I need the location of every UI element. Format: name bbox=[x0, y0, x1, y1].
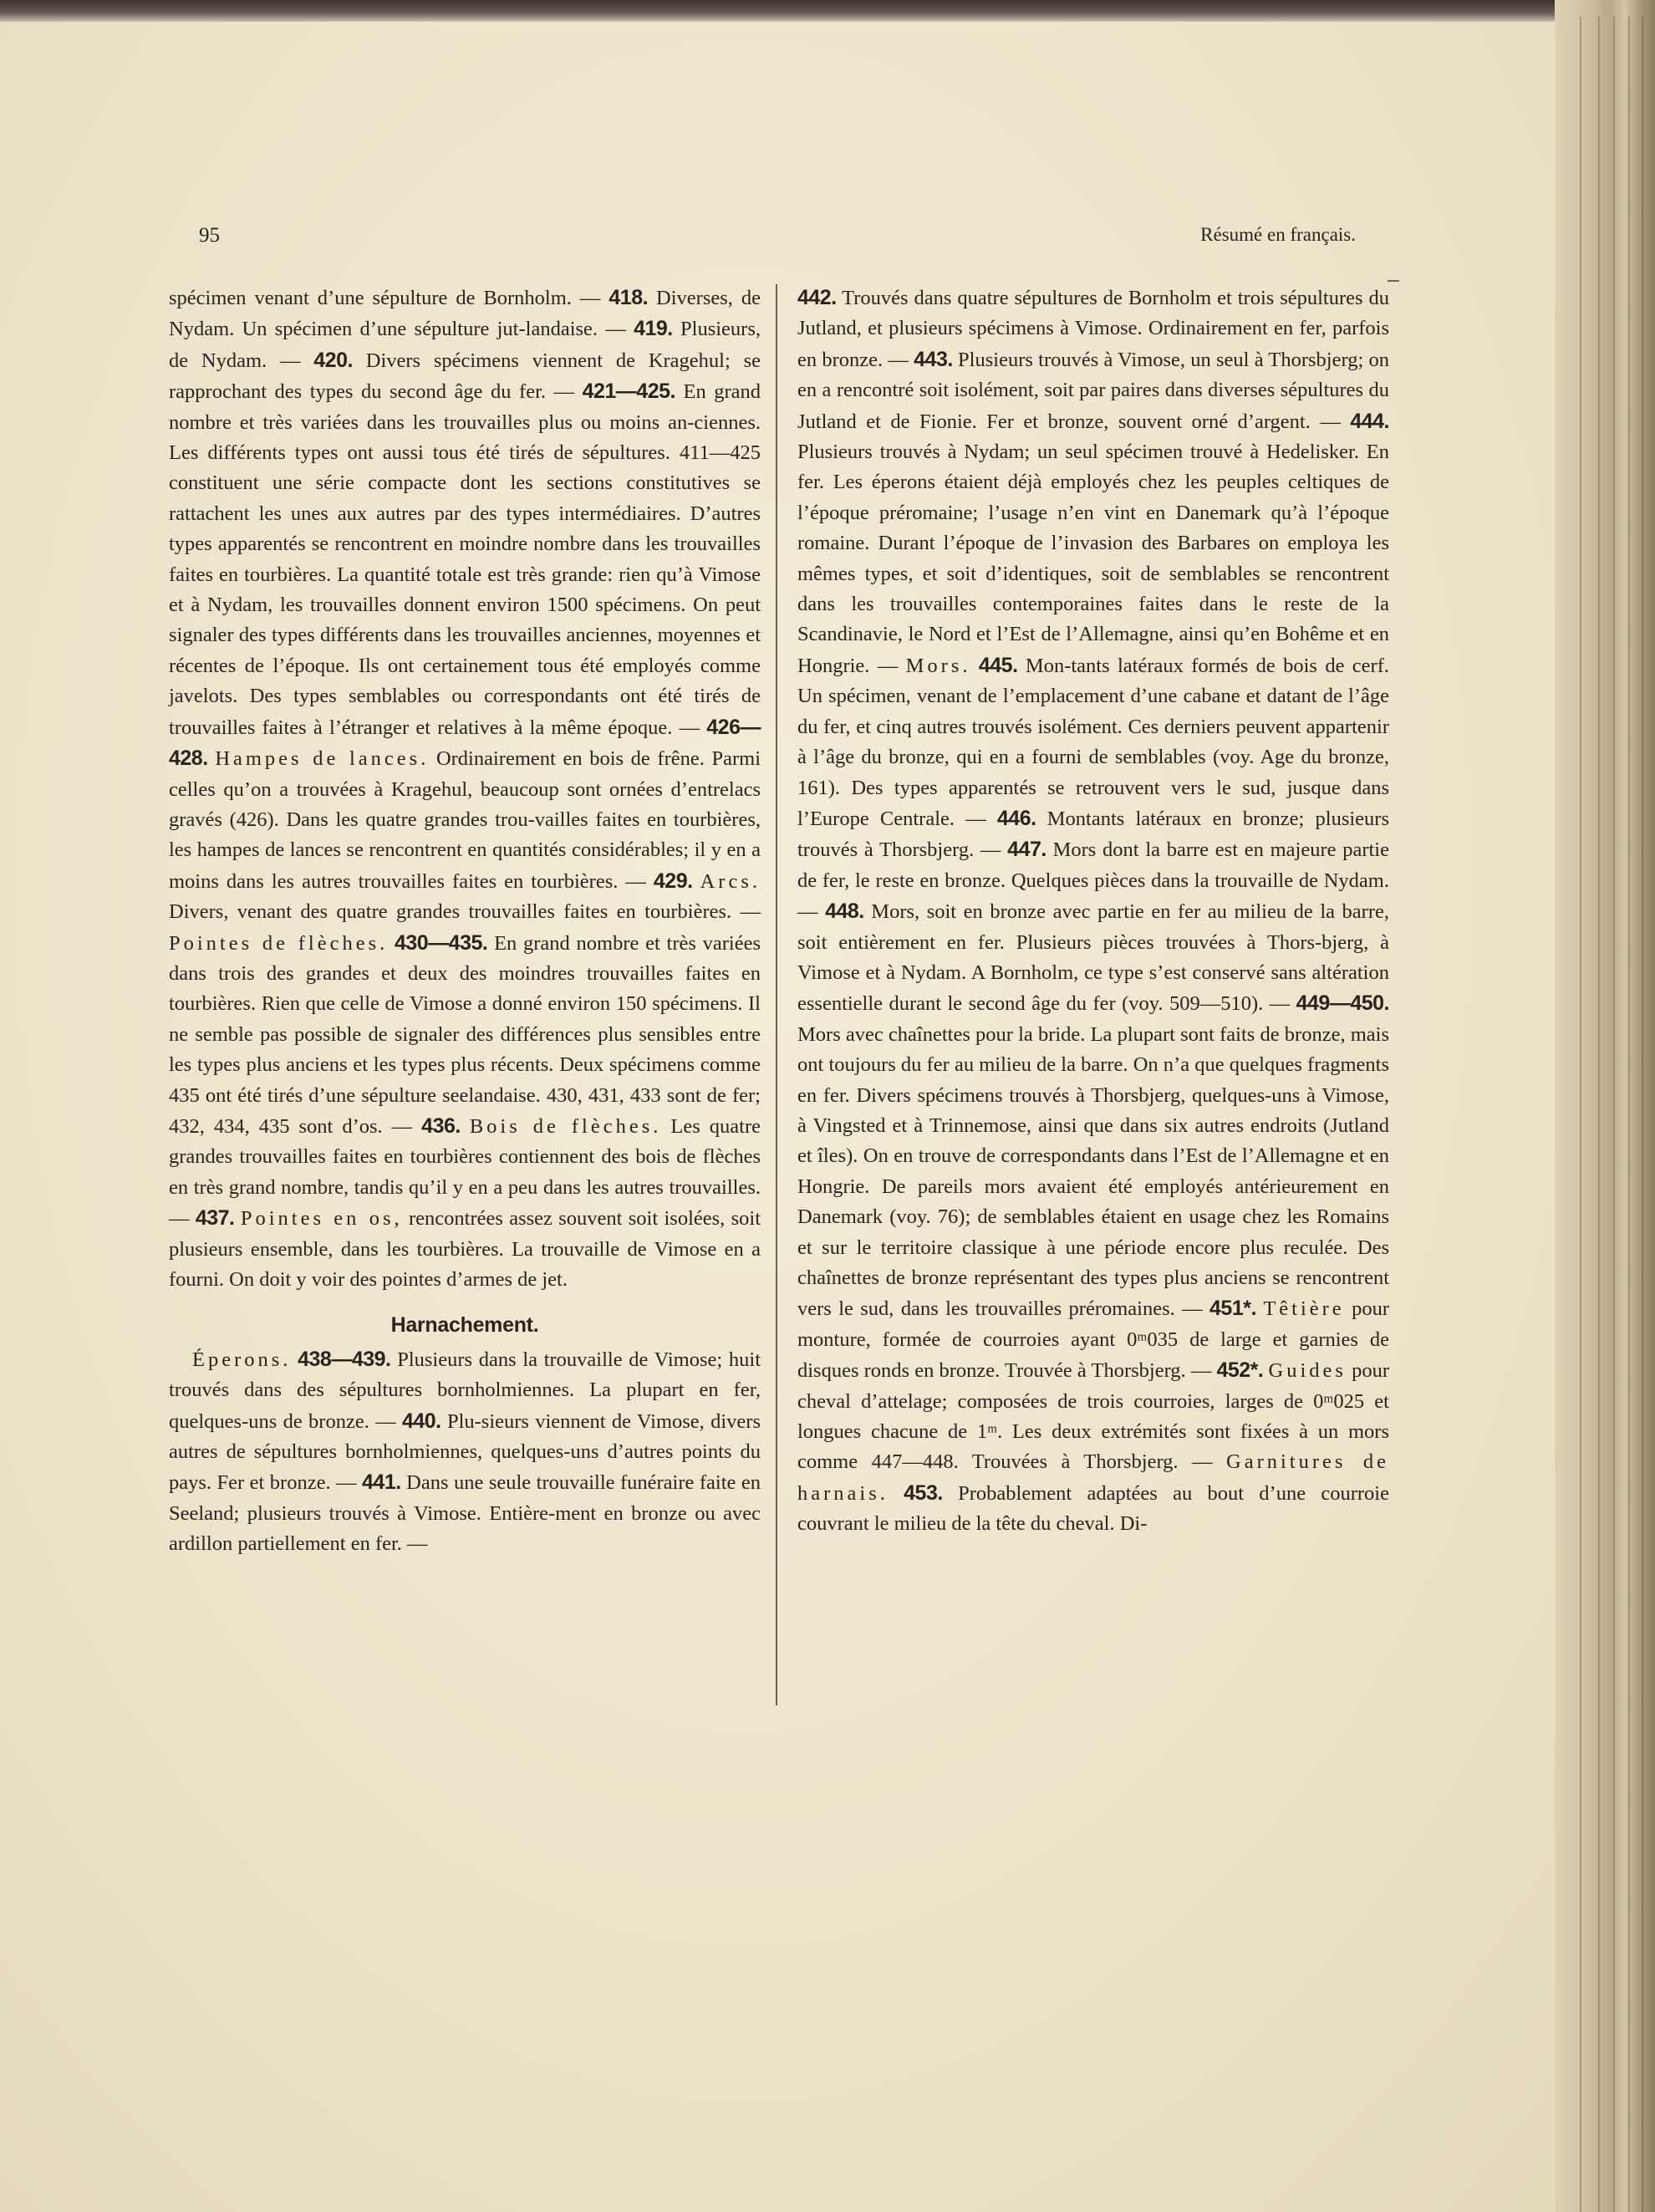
paragraph bbox=[169, 283, 761, 1295]
text-run: Mors avec chaînettes pour la bride. La plupart sont faits de bronze, mais ont toujours du fer au milieu de la barre. On n’a que quelques fragments en fer. Divers spécimens trouvés à Thorsbjerg, quelques-uns à Vimose, à Vingsted et à Trinnemose, ainsi que dans six autres endroits (Jutland et îles). On en trouve de correspondants dans l’Est de l’Allemagne et en Hongrie. De pareils mors avaient été employés antérieurement en Danemark (voy. 76); de semblables étaient en usage chez les Romains et sur le territoire classique à une période encore plus reculée. Des chaînettes de bronze représentant des types plus anciens se rencontrent vers le sud, dans les trouvailles préromaines. — bbox=[797, 1022, 1389, 1321]
item-number: 445. bbox=[978, 653, 1018, 677]
text-run: pour cheval d’attelage; composées de trois courroies, larges de 0ᵐ025 et longues chacune de 1ᵐ. Les deux extrémités sont fixées à un mors comme 447—448. Trouvées à Thorsbjerg. — bbox=[797, 1359, 1389, 1474]
item-number: 440. bbox=[401, 1409, 441, 1433]
item-number: 451*. bbox=[1209, 1297, 1256, 1321]
spaced-term: Hampes de lances. bbox=[215, 747, 430, 771]
text-run bbox=[388, 932, 395, 955]
item-number: 443. bbox=[914, 347, 953, 371]
left-column bbox=[169, 283, 761, 1560]
spaced-term: Pointes de flèches. bbox=[169, 931, 389, 955]
item-number: 419. bbox=[634, 317, 673, 341]
text-run: Mors dont la barre est en majeure partie de fer, le reste en bronze. Quelques pièces dans la trouvaille de Nydam. — bbox=[797, 838, 1389, 924]
text-run: Mors, soit en bronze avec partie en fer au milieu de la barre, soit entièrement en fer. Plusieurs pièces trouvées à Thors-bjerg, à Vimose et à Nydam. A Bornholm, ce type s’est conservé sans altération essentielle durant le second âge du fer (voy. 509—510). — bbox=[797, 900, 1389, 1016]
page-stack-edge bbox=[1555, 0, 1655, 2212]
section-heading: Harnachement. bbox=[390, 1313, 539, 1338]
paragraph bbox=[169, 1344, 761, 1560]
spaced-term: Têtière bbox=[1263, 1297, 1345, 1321]
item-number: 446. bbox=[996, 806, 1036, 830]
spaced-term: Guides bbox=[1268, 1359, 1347, 1383]
item-number: 441. bbox=[362, 1470, 401, 1495]
item-number: 447. bbox=[1007, 838, 1046, 862]
item-number: 426—428. bbox=[169, 715, 761, 771]
item-number: 448. bbox=[825, 900, 864, 924]
page-number: 95 bbox=[199, 224, 220, 247]
text-run: Plusieurs dans la trouvaille de Vimose; huit trouvés dans des sépultures bornholmiennes. La plupart en fer, quelques-uns de bronze. — bbox=[169, 1348, 761, 1433]
text-run: pour monture, formée de courroies ayant 0ᵐ035 de large et garnies de disques ronds en bronze. Trouvée à Thorsbjerg. — bbox=[797, 1297, 1389, 1383]
text-run: Ordinairement en bois de frêne. Parmi celles qu’on a trouvées à Kragehul, beaucoup sont ornées d’entrelacs gravés (426). Dans les quatre grandes trou-vailles faites en tourbières, les hampes de lances se rencontrent en quantités considérables; il y en a moins dans les autres trouvailles faites en tourbières. — bbox=[169, 747, 761, 893]
spaced-term: Pointes en os, bbox=[240, 1207, 403, 1231]
text-run: Les quatre grandes trouvailles faites en tourbières contiennent des bois de flèches en très grand nombre, tandis qu’il y en a peu dans les autres trouvailles. — bbox=[169, 1114, 761, 1231]
text-run bbox=[235, 1207, 241, 1230]
item-number: 420. bbox=[313, 348, 353, 372]
item-number: 444. bbox=[1350, 409, 1389, 433]
spaced-term: Arcs. bbox=[700, 869, 761, 893]
text-run: Divers, venant des quatre grandes trouvailles faites en tourbières. — bbox=[169, 900, 761, 924]
item-number: 430—435. bbox=[394, 930, 488, 955]
running-head: Résumé en français. bbox=[1200, 224, 1356, 245]
text-run: Divers spécimens viennent de Kragehul; se rapprochant des types du second âge du fer. — bbox=[169, 349, 761, 404]
item-number: 418. bbox=[609, 286, 649, 309]
text-run bbox=[971, 655, 979, 677]
paragraph bbox=[797, 283, 1389, 1540]
item-number: 429. bbox=[653, 869, 693, 893]
spaced-term: Mors. bbox=[905, 654, 971, 677]
item-number: 438—439. bbox=[298, 1347, 391, 1371]
spaced-term: Garnitures de harnais. bbox=[797, 1450, 1389, 1505]
text-run: Trouvés dans quatre sépultures de Bornholm et trois sépultures du Jutland, et plusieurs spécimens à Vimose. Ordinairement en fer, parfois en bronze. — bbox=[797, 287, 1389, 371]
text-run bbox=[291, 1348, 298, 1371]
text-run bbox=[889, 1482, 904, 1505]
text-run: Probablement adaptées au bout d’une courroie couvrant le milieu de la tête du cheval. Di- bbox=[797, 1481, 1389, 1536]
item-number: 449—450. bbox=[1296, 991, 1389, 1016]
column-divider bbox=[776, 284, 777, 1705]
page-header bbox=[169, 224, 1356, 257]
text-run: Plusieurs trouvés à Nydam; un seul spécimen trouvé à Hedelisker. En fer. Les éperons étaient déjà employés chez les peuples celtiques de l’époque préromaine; l’usage n’en vint en Danemark qu’à l’époque romaine. Durant l’époque de l’invasion des Barbares on employa les mêmes types, et soit d’identiques, soit de semblables se rencontrent dans les trouvailles contemporaines faites dans le reste de la Scandinavie, le Nord et l’Est de l’Allemagne, ainsi qu’en Bohême et en Hongrie. — bbox=[797, 441, 1389, 677]
text-run: Montants latéraux en bronze; plusieurs trouvés à Thorsbjerg. — bbox=[797, 807, 1389, 862]
text-run bbox=[461, 1115, 470, 1138]
spaced-term: Éperons. bbox=[192, 1348, 292, 1371]
text-run: Mon-tants latéraux formés de bois de cerf. Un spécimen, venant de l’emplacement d’une cabane et datant de l’âge du fer, et cinq autres trouvés isolément. Ces derniers peuvent appartenir à l’âge du bronze, qui en a fourni de semblables (voy. Age du bronze, 161). Des types apparentés se retrouvent vers le sud, jusque dans l’Europe Centrale. — bbox=[797, 654, 1389, 830]
text-run bbox=[693, 870, 700, 893]
page-top-edge bbox=[0, 0, 1655, 22]
text-run: Plusieurs, de Nydam. — bbox=[169, 318, 761, 372]
text-run: Dans une seule trouvaille funéraire faite en Seeland; plusieurs trouvés à Vimose. Entière-ment en bronze ou avec ardillon partiellement en fer. — bbox=[169, 1471, 761, 1556]
text-run: Plu-sieurs viennent de Vimose, divers autres de sépultures bornholmiennes, quelques-uns d’autres points du pays. Fer et bronze. — bbox=[169, 1409, 761, 1495]
text-run: Plusieurs trouvés à Vimose, un seul à Thorsbjerg; on en a rencontré soit isolément, soit par paires dans diverses sépultures du Jutland et de Fionie. Fer et bronze, souvent orné d’argent. — bbox=[797, 348, 1389, 433]
item-number: 436. bbox=[421, 1114, 461, 1138]
text-run: spécimen venant d’une sépulture de Bornholm. — bbox=[169, 287, 609, 309]
item-number: 452*. bbox=[1216, 1358, 1264, 1383]
text-run: En grand nombre et très variées dans les trouvailles plus ou moins an-ciennes. Les différents types ont aussi tous été tirés de sépultures. 411—425 constituent une série compacte dont les sections constitutives se rattachent les unes aux autres par des types intermédiaires. D’autres types apparentés se rencontrent en moindre nombre dans les trouvailles faites en tourbières. La quantité totale est très grande: rien qu’à Vimose et à Nydam, les trouvailles donnent environ 1500 spécimens. On peut signaler des types différents dans les trouvailles anciennes, moyennes et récentes de l’époque. Ils ont certainement tous été employés comme javelots. Des types semblables ou correspondants ont été tirés de trouvailles faites à l’étranger et relatives à la même époque. — bbox=[169, 380, 761, 739]
text-run: En grand nombre et très variées dans trois des grandes et deux des moindres trouvailles faites en tourbières. Rien que celle de Vimose a donné environ 150 spécimens. Il ne semble pas possible de signaler des différences plus sensibles entre les types plus anciens et les types plus récents. Deux spécimens comme 435 ont été tirés d’une sépulture seelandaise. 430, 431, 433 sont de fer; 432, 434, 435 sont d’os. — bbox=[169, 931, 761, 1138]
item-number: 453. bbox=[904, 1481, 943, 1505]
spaced-term: Bois de flèches. bbox=[469, 1114, 662, 1138]
item-number: 421—425. bbox=[582, 380, 675, 404]
text-run: Diverses, de Nydam. Un spécimen d’une sépulture jut-landaise. — bbox=[169, 287, 761, 341]
right-column bbox=[797, 283, 1389, 1540]
item-number: 442. bbox=[797, 286, 837, 309]
text-run: rencontrées assez souvent soit isolées, soit plusieurs ensemble, dans les tourbières. La trouvaille de Vimose en a fourni. On doit y voir des pointes d’armes de jet. bbox=[169, 1207, 761, 1291]
margin-mark bbox=[1388, 280, 1399, 282]
item-number: 437. bbox=[195, 1206, 235, 1231]
